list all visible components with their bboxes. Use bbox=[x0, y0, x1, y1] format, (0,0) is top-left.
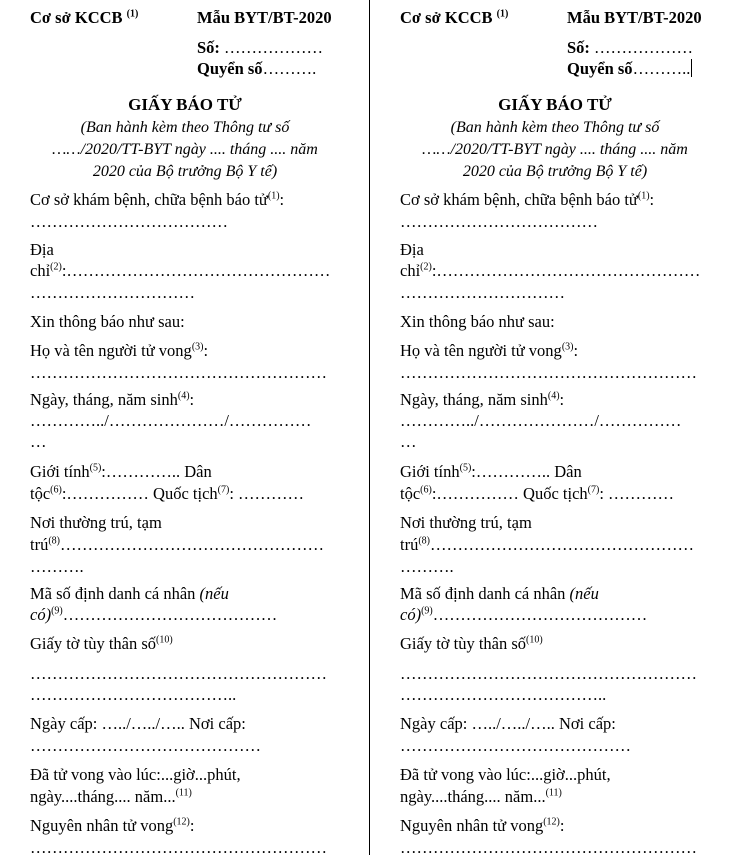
personal-id-field: có)$^{(9)}$………………………………… bbox=[400, 605, 648, 624]
personal-id-label: Mã số định danh cá nhân (nếu bbox=[30, 584, 229, 603]
death-cause-field: ……………………………………………… bbox=[400, 838, 697, 855]
document-subtitle: (Ban hành kèm theo Thông tư số ……/2020/TT-BYT ngày .... tháng .... năm 2020 của Bộ trưởng Bộ Y tế) bbox=[52, 119, 318, 180]
issue-date-place-field: …………………………………… bbox=[30, 736, 261, 755]
birth-date-field: …………../…………………/…………… bbox=[400, 411, 682, 430]
death-date-field: ngày....tháng.... năm...$^{(11)}$ bbox=[400, 787, 562, 806]
address-field-line2: ………………………… bbox=[30, 283, 195, 302]
death-cause-label: Nguyên nhân tử vong$^{(12)}$: bbox=[400, 816, 565, 835]
facility-header: Cơ sở KCCB $^{(1)}$ bbox=[30, 8, 139, 27]
deceased-name-label: Họ và tên người tử vong$^{(3)}$: bbox=[400, 341, 579, 360]
gender-field: Giới tính$^{(5)}$:………….. Dân bbox=[400, 462, 582, 481]
id-paper-field: ……………………………………………… bbox=[400, 664, 697, 683]
death-cause-field: ……………………………………………… bbox=[30, 838, 327, 855]
death-time-field: Đã tử vong vào lúc:...giờ...phút, bbox=[30, 765, 241, 784]
id-paper-label: Giấy tờ tùy thân số$^{(10)}$ bbox=[400, 634, 543, 653]
facility-report-field: ……………………………… bbox=[30, 212, 228, 231]
birth-date-field-line2: … bbox=[30, 432, 47, 451]
residence-field: trú$^{(8)}$………………………………………… bbox=[30, 535, 325, 554]
facility-report-label: Cơ sở khám bệnh, chữa bệnh báo tử$^{(1)}$: bbox=[30, 190, 285, 209]
birth-date-label: Ngày, tháng, năm $\sinh^{(4)}$: bbox=[30, 390, 195, 409]
facility-report-label: Cơ sở khám bệnh, chữa bệnh báo tử$^{(1)}$: bbox=[400, 190, 655, 209]
deceased-name-field: ……………………………………………… bbox=[400, 363, 697, 382]
death-cause-label: Nguyên nhân tử vong$^{(12)}$: bbox=[30, 816, 195, 835]
birth-date-field-line2: … bbox=[400, 432, 417, 451]
form-copy-right bbox=[400, 0, 739, 855]
birth-date-field: …………../…………………/…………… bbox=[30, 411, 312, 430]
document-subtitle: (Ban hành kèm theo Thông tư số ……/2020/TT-BYT ngày .... tháng .... năm 2020 của Bộ trưởng Bộ Y tế) bbox=[422, 119, 688, 180]
id-paper-field: ……………………………………………… bbox=[30, 664, 327, 683]
number-field: Số: ……………… bbox=[567, 38, 694, 57]
document-title: GIẤY BÁO TỬ bbox=[498, 95, 612, 114]
book-number-field: Quyển số………. bbox=[197, 59, 317, 78]
notice-text: Xin thông báo như sau: bbox=[30, 312, 185, 331]
address-field: chỉ$^{(2)}$:………………………………………… bbox=[30, 261, 331, 280]
personal-id-label: Mã số định danh cá nhân (nếu bbox=[400, 584, 599, 603]
facility-report-field: ……………………………… bbox=[400, 212, 598, 231]
address-label: Địa bbox=[30, 240, 54, 259]
document-title: GIẤY BÁO TỬ bbox=[128, 95, 242, 114]
gender-field: Giới tính$^{(5)}$:………….. Dân bbox=[30, 462, 212, 481]
death-date-field: ngày....tháng.... năm...$^{(11)}$ bbox=[30, 787, 192, 806]
address-label: Địa bbox=[400, 240, 424, 259]
text-cursor bbox=[691, 59, 692, 77]
residence-label: Nơi thường trú, tạm bbox=[400, 513, 532, 532]
residence-label: Nơi thường trú, tạm bbox=[30, 513, 162, 532]
ethnicity-nationality-field: tộc$^{(6)}$:…………… Quốc tịch$^{(7)}$: ………… bbox=[400, 484, 675, 503]
form-copy-left bbox=[30, 0, 375, 855]
residence-field-line2: ………. bbox=[30, 557, 84, 576]
issue-date-place-label: Ngày cấp: …../…../….. Nơi cấp: bbox=[30, 714, 246, 733]
issue-date-place-field: …………………………………… bbox=[400, 736, 631, 755]
address-field-line2: ………………………… bbox=[400, 283, 565, 302]
residence-field-line2: ………. bbox=[400, 557, 454, 576]
book-number-field[interactable]: Quyển số……….. bbox=[567, 59, 691, 78]
facility-header: Cơ sở KCCB $^{(1)}$ bbox=[400, 8, 509, 27]
deceased-name-label: Họ và tên người tử vong$^{(3)}$: bbox=[30, 341, 209, 360]
death-time-field: Đã tử vong vào lúc:...giờ...phút, bbox=[400, 765, 611, 784]
id-paper-field-line2: ……………………………….. bbox=[400, 685, 607, 704]
ethnicity-nationality-field: tộc$^{(6)}$:…………… Quốc tịch$^{(7)}$: ………… bbox=[30, 484, 305, 503]
form-code: Mẫu BYT/BT-2020 bbox=[567, 8, 702, 27]
personal-id-field: có)$^{(9)}$………………………………… bbox=[30, 605, 278, 624]
deceased-name-field: ……………………………………………… bbox=[30, 363, 327, 382]
address-field: chỉ$^{(2)}$:………………………………………… bbox=[400, 261, 701, 280]
form-code: Mẫu BYT/BT-2020 bbox=[197, 8, 332, 27]
residence-field: trú$^{(8)}$………………………………………… bbox=[400, 535, 695, 554]
number-field: Số: ……………… bbox=[197, 38, 324, 57]
id-paper-field-line2: ……………………………….. bbox=[30, 685, 237, 704]
birth-date-label: Ngày, tháng, năm $\sinh^{(4)}$: bbox=[400, 390, 565, 409]
issue-date-place-label: Ngày cấp: …../…../….. Nơi cấp: bbox=[400, 714, 616, 733]
notice-text: Xin thông báo như sau: bbox=[400, 312, 555, 331]
id-paper-label: Giấy tờ tùy thân số$^{(10)}$ bbox=[30, 634, 173, 653]
